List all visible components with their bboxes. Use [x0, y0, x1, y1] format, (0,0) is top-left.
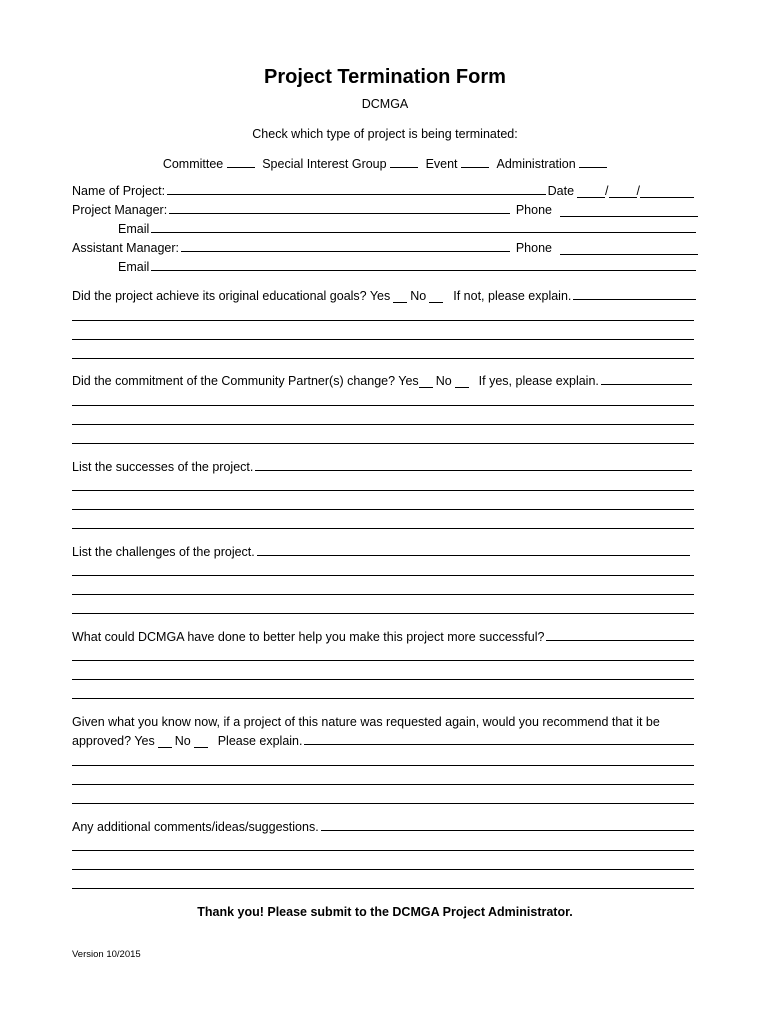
question-dcmga-help: [72, 630, 696, 644]
assistant-manager-label: Assistant Manager:: [72, 241, 179, 255]
question-educational-goals: [72, 289, 698, 303]
q1-answer-line[interactable]: [72, 339, 694, 340]
form-title: Project Termination Form: [264, 66, 506, 88]
q3-answer-line[interactable]: [72, 490, 694, 491]
submit-instruction: Thank you! Please submit to the DCMGA Project Administrator.: [197, 905, 573, 919]
version-label: Version 10/2015: [72, 949, 141, 960]
q4-answer-line[interactable]: [72, 575, 694, 576]
q2-prefix: Did the commitment of the Community Partner(s) change? Yes: [72, 374, 419, 388]
assistant-phone-label: Phone: [515, 241, 552, 255]
assistant-email-field[interactable]: [151, 270, 696, 271]
type-event-label: Event: [425, 157, 458, 171]
q6-prefix: approved? Yes: [72, 734, 155, 748]
manager-phone-field[interactable]: [560, 205, 698, 217]
termination-type-instruction: Check which type of project is being terminated:: [252, 127, 518, 141]
type-administration-label: Administration: [496, 157, 576, 171]
q4-label: List the challenges of the project.: [72, 545, 255, 559]
assistant-email-label: Email: [118, 260, 150, 274]
type-committee-label: Committee: [162, 157, 224, 171]
assistant-manager-field[interactable]: [181, 251, 510, 252]
q1-yes-blank[interactable]: [393, 291, 407, 303]
project-name-field[interactable]: [167, 194, 546, 195]
q5-answer-line[interactable]: [72, 698, 694, 699]
type-special-interest-group-label: Special Interest Group: [262, 157, 387, 171]
manager-phone-label: Phone: [515, 203, 552, 217]
q2-answer-line[interactable]: [72, 424, 694, 425]
date-label: Date: [547, 184, 575, 198]
q2-answer-line[interactable]: [72, 443, 694, 444]
q1-no-blank[interactable]: [429, 291, 443, 303]
q3-label: List the successes of the project.: [72, 460, 254, 474]
date-year-field[interactable]: [640, 186, 694, 198]
question-successes: [72, 460, 694, 474]
project-name-row: [72, 184, 694, 198]
project-manager-row: [72, 203, 698, 217]
q4-answer-line[interactable]: [72, 613, 694, 614]
date-day-field[interactable]: [609, 186, 637, 198]
q2-no-label: No: [435, 374, 452, 388]
q1-suffix: If not, please explain.: [453, 289, 572, 303]
manager-email-row: [118, 222, 698, 236]
q2-answer-line[interactable]: [72, 405, 694, 406]
date-month-field[interactable]: [577, 186, 605, 198]
q3-answer-field[interactable]: [255, 470, 692, 471]
q6-no-label: No: [174, 734, 191, 748]
q1-answer-line[interactable]: [72, 358, 694, 359]
q1-answer-line[interactable]: [72, 320, 694, 321]
q6-answer-field[interactable]: [304, 744, 694, 745]
assistant-manager-row: [72, 241, 698, 255]
type-event-blank[interactable]: [461, 156, 489, 168]
organization-name: DCMGA: [361, 97, 409, 111]
q1-no-label: No: [410, 289, 427, 303]
q6-answer-line[interactable]: [72, 784, 694, 785]
type-special-interest-group-blank[interactable]: [390, 156, 418, 168]
type-committee-blank[interactable]: [227, 156, 255, 168]
q5-answer-field[interactable]: [546, 640, 694, 641]
manager-email-label: Email: [118, 222, 150, 236]
q6-no-blank[interactable]: [194, 736, 208, 748]
q1-prefix: Did the project achieve its original educational goals? Yes: [72, 289, 391, 303]
q2-suffix: If yes, please explain.: [478, 374, 599, 388]
q5-label: What could DCMGA have done to better help you make this project more successful?: [72, 630, 545, 644]
assistant-email-row: [118, 260, 698, 274]
q1-answer-field[interactable]: [573, 299, 696, 300]
q4-answer-line[interactable]: [72, 594, 694, 595]
type-administration-blank[interactable]: [579, 156, 607, 168]
q7-answer-line[interactable]: [72, 888, 694, 889]
date-separator: /: [605, 184, 609, 198]
q5-answer-line[interactable]: [72, 679, 694, 680]
q2-yes-blank[interactable]: [419, 376, 433, 388]
project-name-label: Name of Project:: [72, 184, 166, 198]
date-separator: /: [636, 184, 640, 198]
project-manager-label: Project Manager:: [72, 203, 168, 217]
q7-label: Any additional comments/ideas/suggestions.: [72, 820, 319, 834]
q7-answer-field[interactable]: [321, 830, 694, 831]
q6-answer-line[interactable]: [72, 765, 694, 766]
q6-line1: Given what you know now, if a project of this nature was requested again, would you recommend that it be: [72, 715, 660, 729]
q3-answer-line[interactable]: [72, 509, 694, 510]
q6-yes-blank[interactable]: [158, 736, 172, 748]
assistant-phone-field[interactable]: [560, 243, 698, 255]
q2-no-blank[interactable]: [455, 376, 469, 388]
q3-answer-line[interactable]: [72, 528, 694, 529]
q7-answer-line[interactable]: [72, 850, 694, 851]
q6-answer-line[interactable]: [72, 803, 694, 804]
q2-answer-field[interactable]: [601, 384, 692, 385]
project-type-row: [0, 156, 770, 171]
q4-answer-field[interactable]: [257, 555, 690, 556]
q6-suffix: Please explain.: [217, 734, 303, 748]
question-community-partner: [72, 374, 694, 388]
q5-answer-line[interactable]: [72, 660, 694, 661]
question-additional-comments: [72, 820, 696, 834]
question-challenges: [72, 545, 692, 559]
question-recommend-approval: [72, 734, 696, 748]
project-manager-field[interactable]: [169, 213, 510, 214]
q7-answer-line[interactable]: [72, 869, 694, 870]
manager-email-field[interactable]: [151, 232, 696, 233]
